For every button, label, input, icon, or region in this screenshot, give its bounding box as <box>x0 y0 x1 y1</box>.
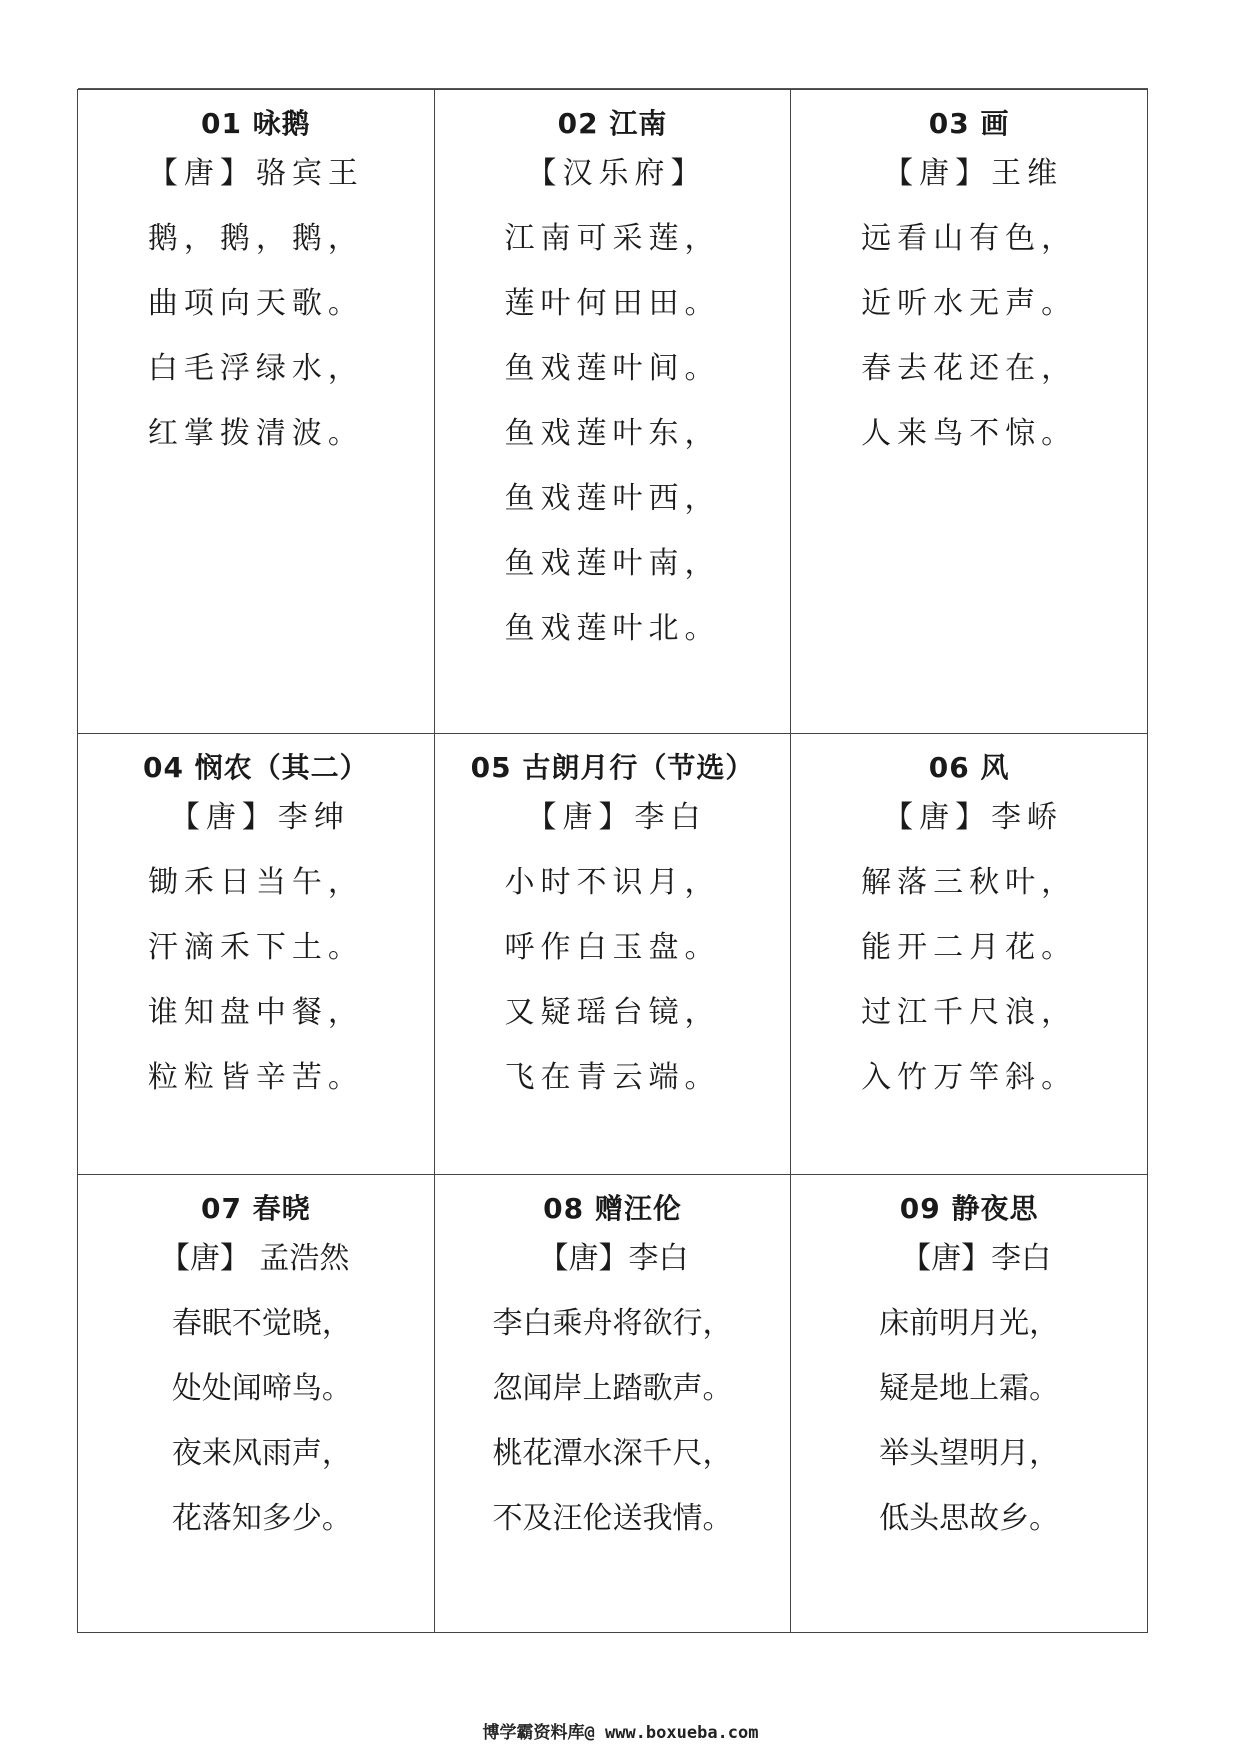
poem-line: 不及汪伦送我情。 <box>492 1501 733 1536</box>
poem-title: 09 静夜思 <box>899 1192 1039 1225</box>
poem-line: 红掌拨清波。 <box>147 416 364 451</box>
poem-title: 05 古朗月行（节选） <box>470 751 755 784</box>
poem-line: 人来鸟不惊。 <box>861 416 1078 451</box>
poem-line: 鱼戏莲叶西， <box>504 481 721 516</box>
poem-table <box>77 89 1148 1633</box>
poem-line: 呼作白玉盘。 <box>504 930 721 965</box>
poem-line: 春眠不觉晓， <box>171 1306 352 1341</box>
poem-line: 床前明月光， <box>879 1306 1060 1341</box>
poem-title: 04 悯农（其二） <box>142 751 369 784</box>
table-row <box>78 90 1148 734</box>
poem-author: 【唐】 孟浩然 <box>159 1241 350 1276</box>
poem-line: 鱼戏莲叶北。 <box>504 611 721 646</box>
poem-cell-05 <box>434 734 791 1175</box>
poem-line: 春去花还在， <box>861 351 1078 386</box>
poem-line: 鱼戏莲叶东， <box>504 416 721 451</box>
poem-author: 【唐】李峤 <box>883 800 1064 835</box>
poem-line: 疑是地上霜。 <box>879 1371 1060 1406</box>
poem-cell-02 <box>434 90 791 734</box>
poem-line: 能开二月花。 <box>861 930 1078 965</box>
poem-line: 飞在青云端。 <box>504 1060 721 1095</box>
poem-line: 近听水无声。 <box>861 286 1078 321</box>
poem-line: 莲叶何田田。 <box>504 286 721 321</box>
poem-line: 白毛浮绿水， <box>147 351 364 386</box>
poem-line: 小时不识月， <box>504 865 721 900</box>
poem-line: 解落三秋叶， <box>861 865 1078 900</box>
poem-line: 忽闻岸上踏歌声。 <box>492 1371 733 1406</box>
poem-cell-01 <box>78 90 435 734</box>
poem-author: 【唐】骆宾王 <box>147 156 364 191</box>
poem-cell-04 <box>78 734 435 1175</box>
poem-line: 处处闻啼鸟。 <box>171 1371 352 1406</box>
poem-line: 夜来风雨声， <box>171 1436 352 1471</box>
poem-line: 远看山有色， <box>861 221 1078 256</box>
poem-cell-09 <box>791 1175 1148 1633</box>
poem-line: 江南可采莲， <box>504 221 721 256</box>
poem-line: 粒粒皆辛苦。 <box>147 1060 364 1095</box>
poem-line: 鱼戏莲叶南， <box>504 546 721 581</box>
poem-cell-08 <box>434 1175 791 1633</box>
poem-line: 李白乘舟将欲行， <box>492 1306 733 1341</box>
poem-line: 锄禾日当午， <box>147 865 364 900</box>
poem-line: 过江千尺浪， <box>861 995 1078 1030</box>
poem-author: 【唐】李绅 <box>169 800 350 835</box>
table-row <box>78 1175 1148 1633</box>
poem-line: 入竹万竿斜。 <box>861 1060 1078 1095</box>
poem-line: 举头望明月， <box>879 1436 1060 1471</box>
poem-line: 曲项向天歌。 <box>147 286 364 321</box>
poem-title: 02 江南 <box>557 107 668 140</box>
table-row <box>78 734 1148 1175</box>
poem-line: 谁知盘中餐， <box>147 995 364 1030</box>
poem-title: 07 春晓 <box>200 1192 311 1225</box>
poem-cell-07 <box>78 1175 435 1633</box>
poem-line: 鹅，鹅，鹅， <box>147 221 364 256</box>
poem-line: 鱼戏莲叶间。 <box>504 351 721 386</box>
poem-cell-03 <box>791 90 1148 734</box>
poem-title: 01 咏鹅 <box>200 107 311 140</box>
poem-line: 汗滴禾下土。 <box>147 930 364 965</box>
poem-line: 又疑瑶台镜， <box>504 995 721 1030</box>
poem-author: 【唐】李白 <box>526 800 707 835</box>
poem-title: 03 画 <box>928 107 1010 140</box>
poem-author: 【唐】王维 <box>883 156 1064 191</box>
footer-source-watermark: 博学霸资料库@ www.boxueba.com <box>482 1723 759 1743</box>
poem-line: 花落知多少。 <box>171 1501 352 1536</box>
poem-author: 【唐】李白 <box>901 1241 1052 1276</box>
poem-cell-06 <box>791 734 1148 1175</box>
poem-line: 低头思故乡。 <box>879 1501 1060 1536</box>
poem-line: 桃花潭水深千尺， <box>492 1436 733 1471</box>
poem-title: 08 赠汪伦 <box>543 1192 682 1225</box>
poem-author: 【唐】李白 <box>538 1241 689 1276</box>
poem-title: 06 风 <box>928 751 1010 784</box>
poem-author: 【汉乐府】 <box>526 156 707 191</box>
